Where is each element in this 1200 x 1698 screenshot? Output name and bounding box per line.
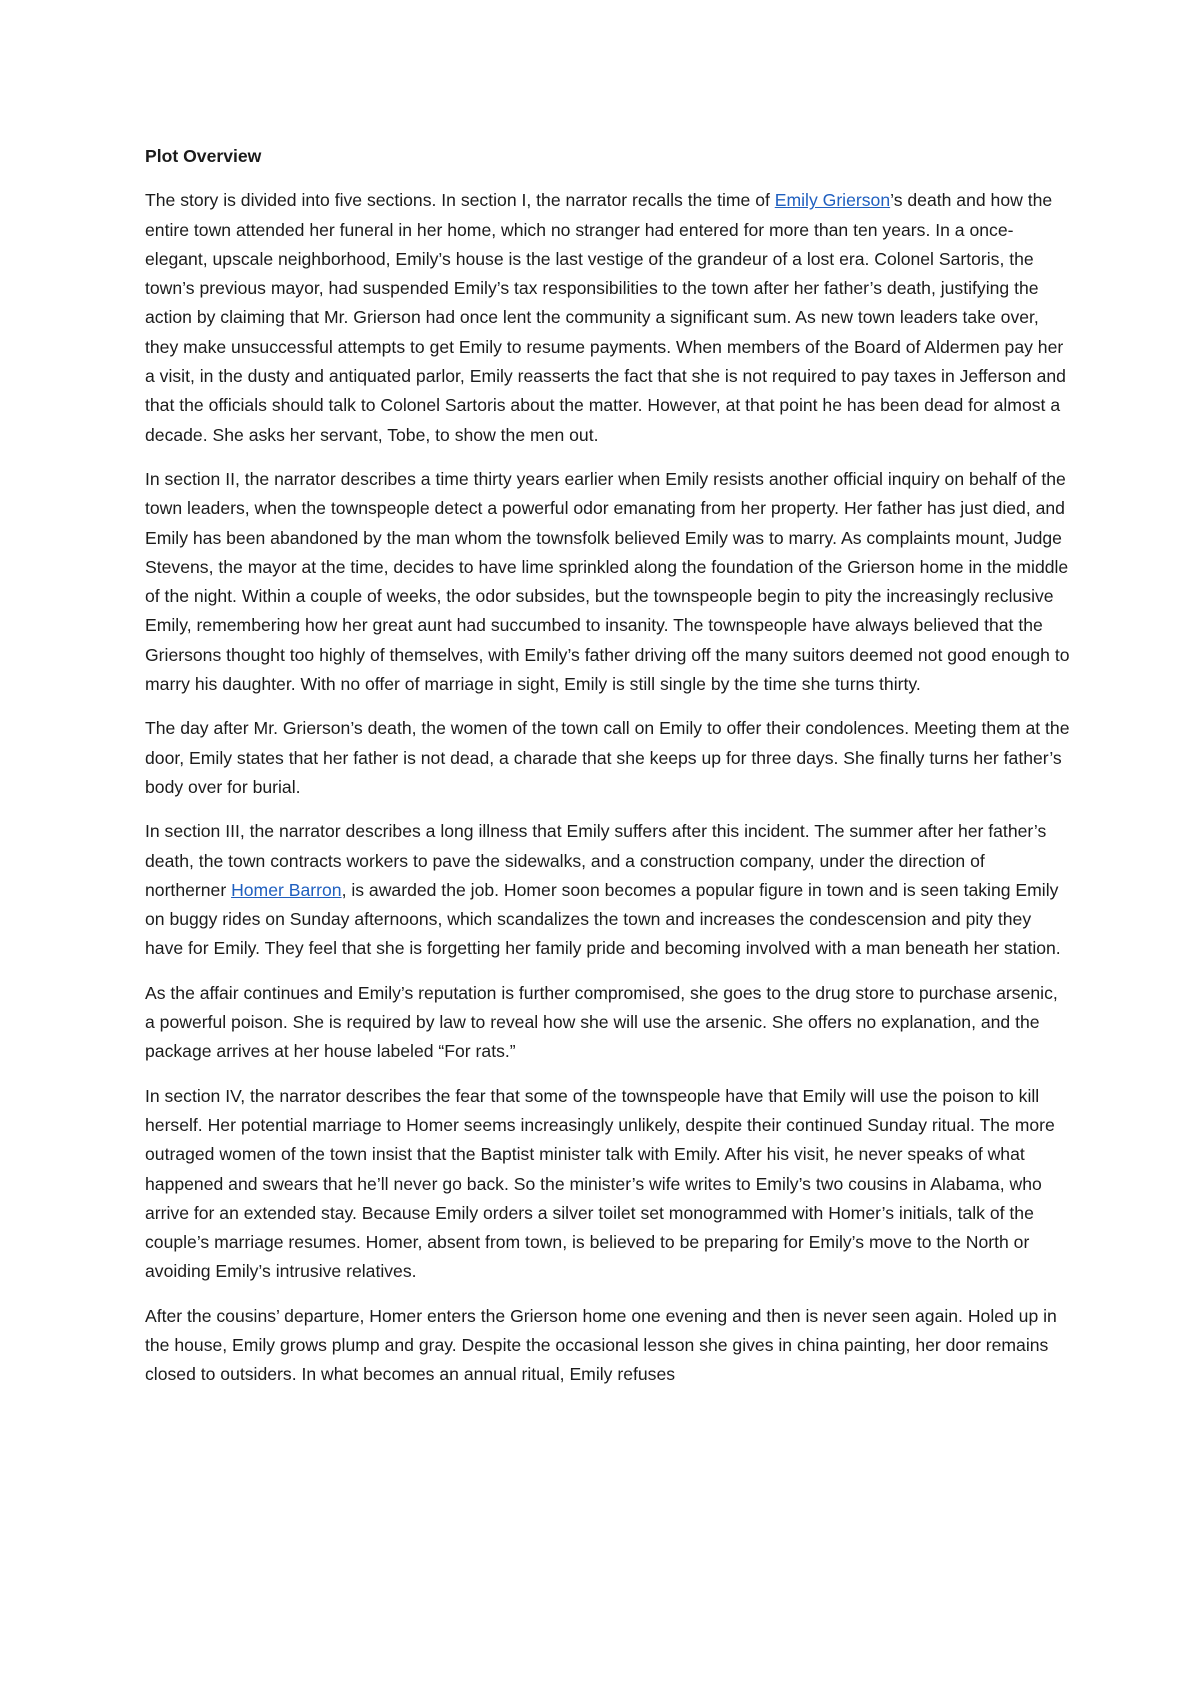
- paragraph-section-4: In section IV, the narrator describes the fear that some of the townspeople have that Emily will use the poison to kill herself. Her potential marriage to Homer seems increasingly unlikely, despite their continued Sunday ritual. The more outraged women of the town insist that the Baptist minister talk with Emily. After his visit, he never speaks of what happened and swears that he’ll never go back. So the minister’s wife writes to Emily’s two cousins in Alabama, who arrive for an extended stay. Because Emily orders a silver toilet set monogrammed with Homer’s initials, talk of the couple’s marriage resumes. Homer, absent from town, is believed to be preparing for Emily’s move to the North or avoiding Emily’s intrusive relatives.: [145, 1085, 1055, 1282]
- paragraph-text: The story is divided into five sections. In section I, the narrator recalls the time of: [145, 190, 775, 211]
- paragraph-section-3: [145, 817, 1070, 963]
- paragraph-text: In section III, the narrator describes a long illness that Emily suffers after this incident. The summer after her father’s death, the town contracts workers to pave the sidewalks, and a construction company, under the direction of northerner: [145, 821, 1047, 900]
- emily-grierson-link[interactable]: Emily Grierson: [774, 190, 891, 211]
- paragraph-fathers-death: The day after Mr. Grierson’s death, the women of the town call on Emily to offer their condolences. Meeting them at the door, Emily states that her father is not dead, a charade that she keeps up for three days. She finally turns her father’s body over for burial.: [145, 718, 1070, 797]
- homer-barron-link[interactable]: Homer Barron: [231, 879, 342, 900]
- paragraph-text: ’s death and how the entire town attended her funeral in her home, which no stranger had entered for more than ten years. In a once-elegant, upscale neighborhood, Emily’s house is the last vestige of the grandeur of a lost era. Colonel Sartoris, the town’s previous mayor, had suspended Emily’s tax responsibilities to the town after her father’s death, justifying the action by claiming that Mr. Grierson had once lent the community a significant sum. As new town leaders take over, they make unsuccessful attempts to get Emily to resume payments. When members of the Board of Aldermen pay her a visit, in the dusty and antiquated parlor, Emily reasserts the fact that she is not required to pay taxes in Jefferson and that the officials should talk to Colonel Sartoris about the matter. However, at that point he has been dead for almost a decade. She asks her servant, Tobe, to show the men out.: [145, 190, 1066, 445]
- paragraph-cousins-departure: After the cousins’ departure, Homer enters the Grierson home one evening and then is never seen again. Holed up in the house, Emily grows plump and gray. Despite the occasional lesson she gives in china painting, her door remains closed to outsiders. In what becomes an annual ritual, Emily refuses: [145, 1305, 1057, 1385]
- paragraph-arsenic: As the affair continues and Emily’s reputation is further compromised, she goes to the drug store to purchase arsenic, a powerful poison. She is required by law to reveal how she will use the arsenic. She offers no explanation, and the package arrives at her house labeled “For rats.”: [145, 982, 1058, 1062]
- paragraph-text: , is awarded the job. Homer soon becomes a popular figure in town and is seen taking Emily on buggy rides on Sunday afternoons, which scandalizes the town and increases the condescension and pity they have for Emily. They feel that she is forgetting her family pride and becoming involved with a man beneath her station.: [145, 879, 1061, 959]
- section-heading: Plot Overview: [145, 146, 262, 166]
- paragraph-section-1: [145, 186, 1070, 450]
- paragraph-section-2: In section II, the narrator describes a time thirty years earlier when Emily resists another official inquiry on behalf of the town leaders, when the townspeople detect a powerful odor emanating from her property. Her father has just died, and Emily has been abandoned by the man whom the townsfolk believed Emily was to marry. As complaints mount, Judge Stevens, the mayor at the time, decides to have lime sprinkled along the foundation of the Grierson home in the middle of the night. Within a couple of weeks, the odor subsides, but the townspeople begin to pity the increasingly reclusive Emily, remembering how her great aunt had succumbed to insanity. The townspeople have always believed that the Griersons thought too highly of themselves, with Emily’s father driving off the many suitors deemed not good enough to marry his daughter. With no offer of marriage in sight, Emily is still single by the time she turns thirty.: [145, 468, 1070, 695]
- document-body: [145, 142, 1070, 1390]
